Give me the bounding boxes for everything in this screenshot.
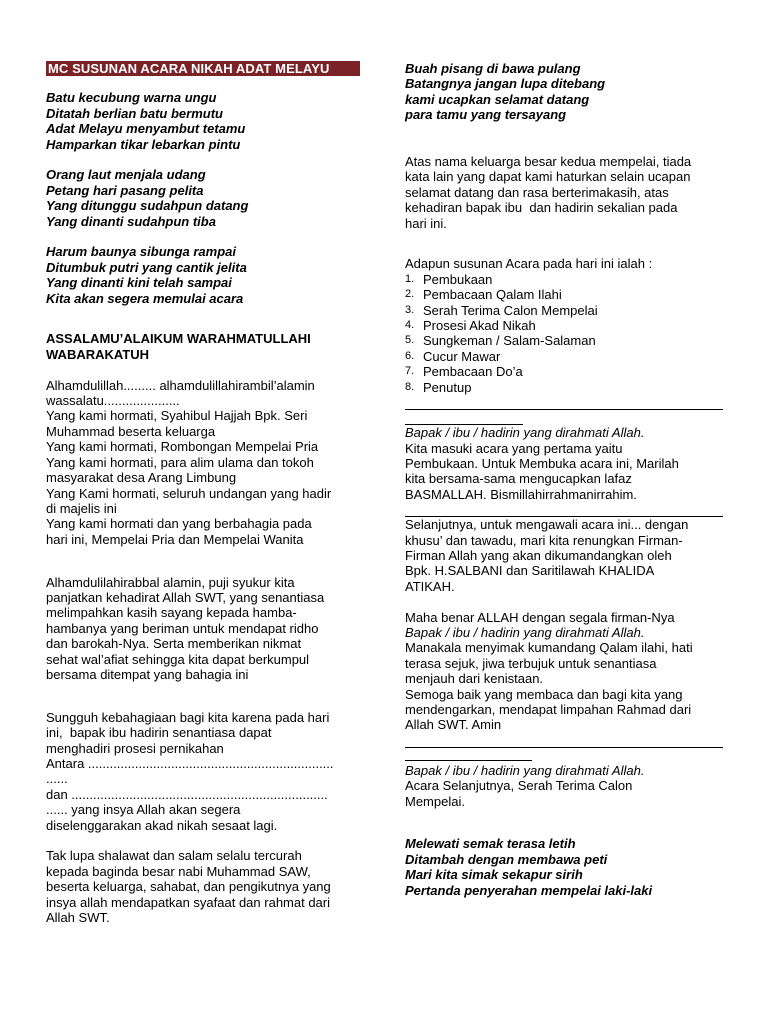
pantun-line: Mari kita simak sekapur sirih xyxy=(405,867,583,883)
text-line: dan ....................................................................... xyxy=(46,786,328,802)
agenda-number: 8. xyxy=(405,380,415,393)
divider-line xyxy=(405,733,723,748)
opening-paragraph xyxy=(405,441,723,503)
agenda-number: 1. xyxy=(405,272,415,285)
pantun-line: Hamparkan tikar lebarkan pintu xyxy=(46,136,241,152)
pantun-line: Orang laut menjala udang xyxy=(46,167,206,183)
agenda-number: 5. xyxy=(405,334,415,347)
agenda-number: 7. xyxy=(405,365,415,378)
text-line: kata lain yang dapat kami haturkan selain ucapan xyxy=(405,169,691,185)
text-line: Tak lupa shalawat dan salam selalu tercurah xyxy=(46,848,302,864)
agenda-item xyxy=(405,287,723,302)
agenda-number: 4. xyxy=(405,319,415,332)
pantun-line: kami ucapkan selamat datang xyxy=(405,91,590,107)
text-line: Selanjutnya, untuk mengawali acara ini... dengan xyxy=(405,517,689,533)
pantun-line: Batu kecubung warna ungu xyxy=(46,90,217,106)
divider-line xyxy=(405,395,723,410)
text-line: khusu’ dan tawadu, mari kita renungkan Firman- xyxy=(405,532,683,548)
text-line: kita bersama-sama mengucapkan lafaz xyxy=(405,471,632,487)
ceremony-paragraph xyxy=(46,710,366,833)
gratitude-paragraph xyxy=(46,575,366,683)
text-line: ...... xyxy=(46,771,68,787)
text-line: hambanya yang beriman untuk mendapat ridho xyxy=(46,620,319,636)
agenda-text: Penutup xyxy=(423,379,472,395)
agenda-text: Serah Terima Calon Mempelai xyxy=(423,302,598,318)
agenda-text: Pembukaan xyxy=(423,271,493,287)
next-paragraph xyxy=(405,778,723,809)
pantun-line: Ditambah dengan membawa peti xyxy=(405,851,608,867)
quran-paragraph xyxy=(405,517,723,594)
pantun-line: Buah pisang di bawa pulang xyxy=(405,61,581,76)
agenda-text: Pembacaan Do’a xyxy=(423,364,523,380)
text-line: Maha benar ALLAH dengan segala firman-Nya xyxy=(405,609,675,625)
text-line: Yang kami hormati, para alim ulama dan tokoh xyxy=(46,454,314,470)
text-line: bersama ditempat yang bahagia ini xyxy=(46,666,249,682)
agenda-text: Cucur Mawar xyxy=(423,348,501,364)
shalawat-paragraph xyxy=(46,848,366,925)
agenda-number: 3. xyxy=(405,303,415,316)
text-line: Allah SWT. xyxy=(46,910,110,926)
text-line: menghadiri prosesi pernikahan xyxy=(46,740,224,756)
text-line: Yang kami hormati dan yang berbahagia pada xyxy=(46,516,312,532)
pantun-1 xyxy=(46,90,366,152)
agenda-number: 2. xyxy=(405,288,415,301)
text-line: di majelis ini xyxy=(46,500,117,516)
reflection-paragraph xyxy=(405,640,723,732)
pantun-line: Yang dinanti kini telah sampai xyxy=(46,275,232,291)
pantun-line: Petang hari pasang pelita xyxy=(46,182,204,198)
pantun-line: Ditatah berlian batu bermutu xyxy=(46,105,223,121)
text-line: menjauh dari kenistaan. xyxy=(405,671,544,687)
pantun-line: para tamu yang tersayang xyxy=(405,107,567,123)
pantun-line: Yang dinanti sudahpun tiba xyxy=(46,213,216,229)
agenda-text: Pembacaan Qalam Ilahi xyxy=(423,287,562,303)
text-line: selamat datang dan rasa berterimakasih, atas xyxy=(405,184,669,200)
text-line: Semoga baik yang membaca dan bagi kita yang xyxy=(405,686,683,702)
text-line: Allah SWT. Amin xyxy=(405,717,502,733)
salam-line: WABARAKATUH xyxy=(46,346,150,362)
pantun-closing xyxy=(405,836,723,898)
text-line: Alhamdulilahirabbal alamin, puji syukur kita xyxy=(46,574,295,590)
pantun-line: Ditumbuk putri yang cantik jelita xyxy=(46,259,247,275)
text-line: kehadiran bapak ibu dan hadirin sekalian pada xyxy=(405,200,678,216)
text-line: hari ini, Mempelai Pria dan Mempelai Wanita xyxy=(46,531,304,547)
text-line: dan barokah-Nya. Serta memberikan nikmat xyxy=(46,636,302,652)
pantun-line: Kita akan segera memulai acara xyxy=(46,290,244,306)
text-line: ini, bapak ibu hadirin senantiasa dapat xyxy=(46,725,272,741)
text-line: Antara .................................................................... xyxy=(46,755,334,771)
text-line: ATIKAH. xyxy=(405,578,455,594)
text-line: Muhammad beserta keluarga xyxy=(46,423,216,439)
text-line: Kita masuki acara yang pertama yaitu xyxy=(405,440,623,456)
greetings-paragraph xyxy=(46,378,366,547)
text-line: masyarakat desa Arang Limbung xyxy=(46,470,237,486)
pantun-2 xyxy=(46,167,366,229)
text-line: Yang kami hormati, Syahibul Hajjah Bpk. Seri xyxy=(46,408,308,424)
text-line: sehat wal’afiat sehingga kita dapat berkumpul xyxy=(46,651,310,667)
text-line: insya allah mendapatkan syafaat dan rahmat dari xyxy=(46,894,331,910)
agenda-item xyxy=(405,303,723,318)
agenda-list xyxy=(405,272,723,395)
text-line: Sungguh kebahagiaan bagi kita karena pada hari xyxy=(46,709,330,725)
text-line: beserta keluarga, sahabat, dan pengikutnya yang xyxy=(46,879,331,895)
text-line: Pembukaan. Untuk Membuka acara ini, Marilah xyxy=(405,455,679,471)
agenda-item xyxy=(405,380,723,395)
agenda-number: 6. xyxy=(405,349,415,362)
text-line: hari ini. xyxy=(405,215,447,231)
address-line: Bapak / ibu / hadirin yang dirahmati Allah. xyxy=(405,624,645,640)
text-line: Alhamdulillah......... alhamdulillahirambil’alamin xyxy=(46,377,315,393)
text-line: BASMALLAH. Bismillahirrahmanirrahim. xyxy=(405,486,637,502)
salam-line: ASSALAMU’ALAIKUM WARAHMATULLAHI xyxy=(46,331,311,347)
text-line: Manakala menyimak kumandang Qalam ilahi, hati xyxy=(405,640,693,656)
pantun-welcome xyxy=(405,61,723,123)
divider-line xyxy=(405,410,523,425)
agenda-text: Prosesi Akad Nikah xyxy=(423,318,536,334)
text-line: diselenggarakan akad nikah sesaat lagi. xyxy=(46,817,278,833)
text-line: mendengarkan, mendapat limpahan Rahmad dari xyxy=(405,701,692,717)
salam-heading xyxy=(46,331,366,362)
text-line: Mempelai. xyxy=(405,793,465,809)
pantun-line: Batangnya jangan lupa ditebang xyxy=(405,76,606,92)
text-line: melimpahkan kasih sayang kepada hamba- xyxy=(46,605,297,621)
address-line: Bapak / ibu / hadirin yang dirahmati Allah. xyxy=(405,425,645,441)
text-line: Firman Allah yang akan dikumandangkan oleh xyxy=(405,547,672,563)
agenda-item xyxy=(405,318,723,333)
pantun-line: Yang ditunggu sudahpun datang xyxy=(46,198,249,214)
text-line: Acara Selanjutnya, Serah Terima Calon xyxy=(405,778,633,794)
divider-line xyxy=(405,748,532,761)
agenda-text: Sungkeman / Salam-Salaman xyxy=(423,333,596,349)
pantun-line: Pertanda penyerahan mempelai laki-laki xyxy=(405,882,653,898)
pantun-line: Melewati semak terasa letih xyxy=(405,836,576,852)
text-line: terasa sejuk, jiwa terbujuk untuk senantiasa xyxy=(405,655,657,671)
left-column xyxy=(46,61,366,925)
text-line: panjatkan kehadirat Allah SWT, yang senantiasa xyxy=(46,589,325,605)
text-line: Atas nama keluarga besar kedua mempelai, tiada xyxy=(405,154,692,170)
address-line: Bapak / ibu / hadirin yang dirahmati Allah. xyxy=(405,762,645,778)
text-line: ...... yang insya Allah akan segera xyxy=(46,802,241,818)
divider-line xyxy=(405,502,723,517)
welcome-paragraph xyxy=(405,154,723,231)
agenda-item xyxy=(405,364,723,379)
text-line: kepada baginda besar nabi Muhammad SAW, xyxy=(46,863,311,879)
agenda-item xyxy=(405,333,723,348)
pantun-3 xyxy=(46,244,366,306)
text-line: Bpk. H.SALBANI dan Saritilawah KHALIDA xyxy=(405,563,655,579)
text-line: Yang Kami hormati, seluruh undangan yang hadir xyxy=(46,485,332,501)
document-title: MC SUSUNAN ACARA NIKAH ADAT MELAYU xyxy=(46,61,360,76)
text-line: Yang kami hormati, Rombongan Mempelai Pria xyxy=(46,439,319,455)
pantun-line: Harum baunya sibunga rampai xyxy=(46,244,236,260)
right-column xyxy=(405,61,723,898)
agenda-item xyxy=(405,272,723,287)
pantun-line: Adat Melayu menyambut tetamu xyxy=(46,121,246,137)
agenda-intro: Adapun susunan Acara pada hari ini ialah : xyxy=(405,256,653,272)
agenda-item xyxy=(405,349,723,364)
text-line: wassalatu..................... xyxy=(46,393,180,409)
